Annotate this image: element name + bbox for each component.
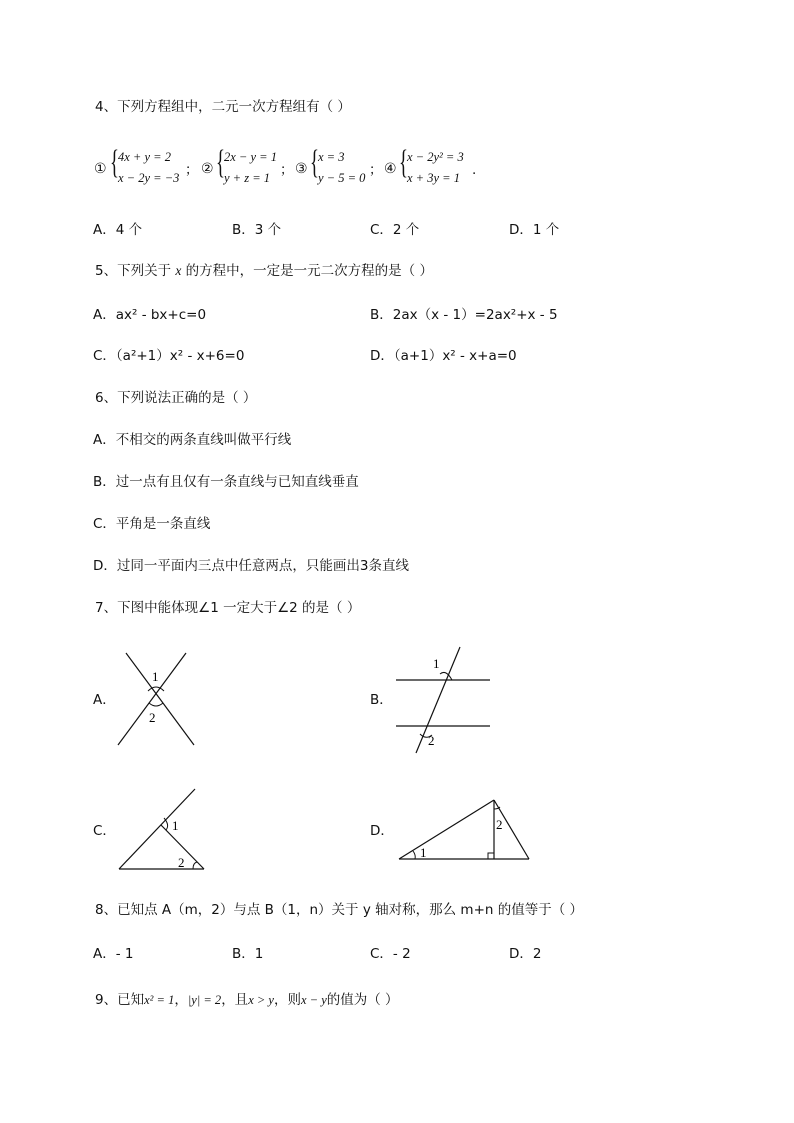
q9-cond-2: |y| = 2 — [187, 993, 222, 1007]
angle-label-1: 1 — [152, 669, 159, 684]
angle-label-1: 1 — [433, 656, 440, 671]
angle-2-arc — [193, 862, 197, 869]
q6-option-a: A．不相交的两条直线叫做平行线 — [93, 432, 292, 448]
q4-option-c: C．2 个 — [370, 222, 420, 238]
q8-option-a: A．- 1 — [93, 946, 134, 962]
q7-option-a-label: A． — [93, 692, 116, 708]
q8-option-c: C．- 2 — [370, 946, 411, 962]
q4-system-1-eq2: x − 2y = −3 — [118, 171, 180, 185]
angle-label-2: 2 — [149, 710, 156, 725]
brace-icon: { — [110, 144, 119, 181]
q9-stem: 9、已知x² = 1，|y| = 2，且x > y，则x − y的值为（ ） — [95, 992, 399, 1008]
q7-figure-c — [115, 785, 210, 875]
q4-system-3-eq2: y − 5 = 0 — [318, 171, 366, 185]
q7-option-c-label: C． — [93, 823, 116, 839]
q5-stem-var: x — [175, 263, 182, 278]
angle-label-2: 2 — [178, 855, 185, 870]
angle-1-arc — [413, 851, 415, 859]
q6-option-d: D．过同一平面内三点中任意两点，只能画出3条直线 — [93, 558, 409, 574]
q7-option-d-label: D． — [370, 823, 394, 839]
q5-stem — [95, 262, 433, 280]
q9-mid: ，且 — [221, 992, 249, 1008]
q5-stem-pre: 5、下列关于 — [95, 263, 176, 279]
q5-stem-post: 的方程中，一定是一元二次方程的是（ ） — [181, 263, 433, 279]
q4-sep-2: ； — [280, 162, 294, 178]
q4-option-d: D．1 个 — [509, 222, 560, 238]
angle-1-arc — [440, 672, 452, 680]
q8-stem: 8、已知点 A（m，2）与点 B（1，n）关于 y 轴对称，那么 m+n 的值等于（ ） — [95, 902, 584, 918]
q4-option-b: B．3 个 — [232, 222, 282, 238]
q4-marker-1: ① — [94, 161, 107, 177]
q4-sep-1: ； — [185, 162, 199, 178]
q5-option-b: B．2ax（x - 1）=2ax²+x - 5 — [370, 307, 558, 323]
angle-label-1: 1 — [420, 845, 427, 860]
figure-a-line-2 — [118, 653, 186, 745]
q9-cond-3: x > y — [248, 993, 274, 1007]
angle-label-2: 2 — [496, 817, 503, 832]
q4-system-2-eq2: y + z = 1 — [224, 171, 271, 185]
q7-figure-b — [390, 643, 500, 758]
brace-icon: { — [399, 144, 408, 181]
q7-figure-a — [110, 645, 200, 755]
q4-system-4-eq1: x − 2y² = 3 — [407, 150, 464, 164]
q4-marker-2: ② — [201, 161, 214, 177]
right-angle-icon — [488, 853, 494, 859]
q9-expr: x − y — [300, 993, 327, 1007]
brace-icon: { — [216, 144, 225, 181]
q7-stem: 7、下图中能体现∠1 一定大于∠2 的是（ ） — [95, 600, 361, 616]
q4-system-1-eq1: 4x + y = 2 — [118, 150, 171, 164]
q6-option-c: C．平角是一条直线 — [93, 516, 211, 532]
q7-option-b-label: B． — [370, 692, 393, 708]
q4-sep-4: . — [472, 162, 477, 178]
figure-d-hypotenuse — [399, 800, 494, 859]
q8-option-b: B．1 — [232, 946, 264, 962]
q5-option-d: D．（a+1）x² - x+a=0 — [370, 348, 517, 364]
brace-icon: { — [310, 144, 319, 181]
q4-option-a: A．4 个 — [93, 222, 143, 238]
angle-label-2: 2 — [428, 733, 435, 748]
q9-stem-post: 的值为（ ） — [326, 992, 399, 1008]
q4-marker-3: ③ — [295, 161, 308, 177]
q6-option-b: B．过一点有且仅有一条直线与已知直线垂直 — [93, 474, 359, 490]
angle-1-arc — [148, 687, 164, 691]
q4-system-2-eq1: 2x − y = 1 — [224, 150, 277, 164]
q4-system-3-eq1: x = 3 — [318, 150, 345, 164]
angle-2-arc — [149, 703, 163, 706]
q5-option-a: A．ax² - bx+c=0 — [93, 307, 207, 323]
q4-stem: 4、下列方程组中，二元一次方程组有（ ） — [95, 99, 351, 115]
q6-stem: 6、下列说法正确的是（ ） — [95, 390, 257, 406]
q7-figure-d — [395, 795, 535, 865]
q9-stem-pre: 9、已知 — [95, 992, 145, 1008]
figure-a-line-1 — [126, 653, 194, 745]
angle-label-1: 1 — [172, 818, 179, 833]
q4-system-4-eq2: x + 3y = 1 — [407, 171, 460, 185]
q8-option-d: D．2 — [509, 946, 542, 962]
q9-then: ，则 — [273, 992, 301, 1008]
q4-sep-3: ； — [369, 162, 383, 178]
q4-marker-4: ④ — [384, 161, 397, 177]
q9-cond-1: x² = 1 — [144, 993, 175, 1007]
q5-option-c: C．（a²+1）x² - x+6=0 — [93, 348, 245, 364]
